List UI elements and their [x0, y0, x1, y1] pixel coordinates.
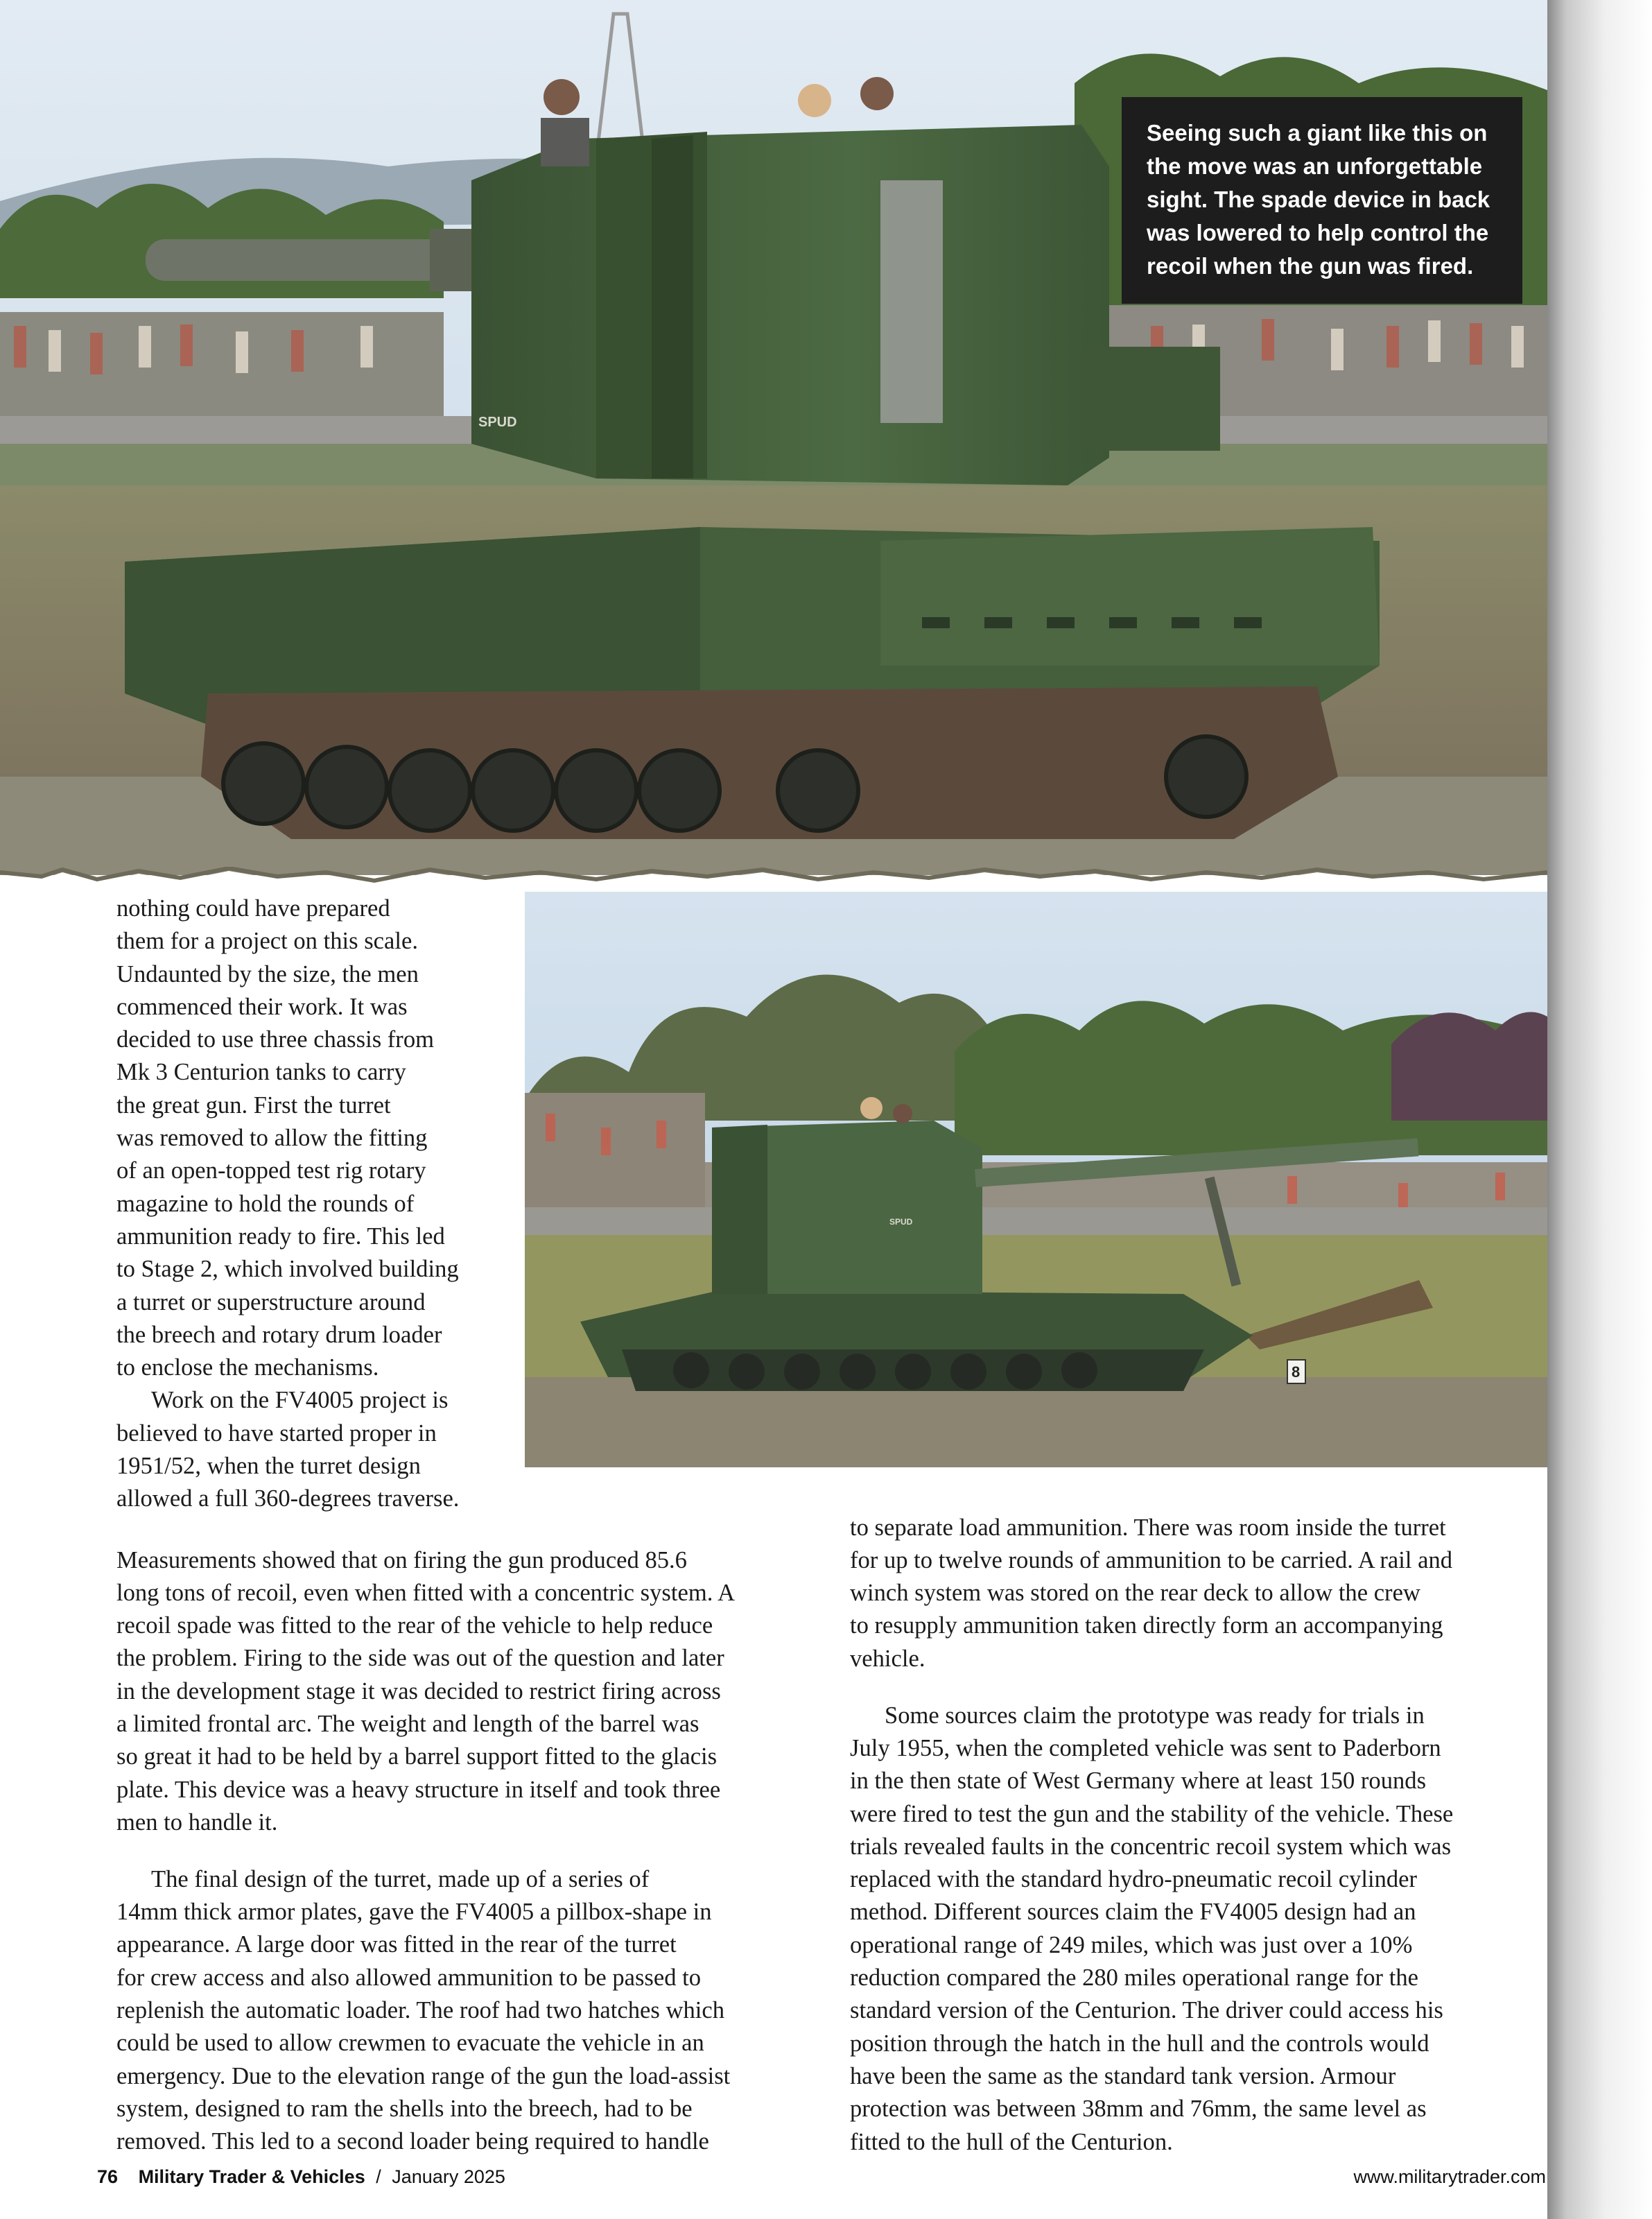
- caption-line: sight. The spade device in back: [1147, 187, 1490, 212]
- caption-line: recoil when the gun was fired.: [1147, 253, 1474, 279]
- text-line: the breech and rotary drum loader: [116, 1321, 442, 1348]
- paragraph: [850, 1512, 1543, 1675]
- text-line: in the development stage it was decided to restrict firing across: [116, 1677, 721, 1704]
- top-photo-marking: SPUD: [478, 415, 517, 430]
- issue-date: January 2025: [392, 2166, 505, 2187]
- text-line: to separate load ammunition. There was room inside the turret: [850, 1514, 1446, 1541]
- text-line: in the then state of West Germany where at least 150 rounds: [850, 1768, 1427, 1795]
- text-line: have been the same as the standard tank version. Armour: [850, 2062, 1396, 2089]
- text-line: standard version of the Centurion. The driver could access his: [850, 1997, 1443, 2024]
- text-line: Work on the FV4005 project is: [151, 1387, 449, 1414]
- paragraph: [116, 892, 509, 1384]
- text-line: 14mm thick armor plates, gave the FV4005 a pillbox-shape in: [116, 1899, 712, 1926]
- text-line: the great gun. First the turret: [116, 1091, 391, 1119]
- text-line: so great it had to be held by a barrel support fitted to the glacis: [116, 1743, 718, 1770]
- page-footer: [97, 2166, 1546, 2197]
- text-line: to Stage 2, which involved building: [116, 1256, 459, 1283]
- text-line: decided to use three chassis from: [116, 1026, 435, 1053]
- text-line: ammunition ready to fire. This led: [116, 1223, 445, 1250]
- text-line: could be used to allow crewmen to evacuate the vehicle in an: [116, 2030, 704, 2057]
- text-line: replenish the automatic loader. The roof had two hatches which: [116, 1997, 724, 2024]
- text-line: the problem. Firing to the side was out of the question and later: [116, 1645, 724, 1672]
- text-line: for crew access and also allowed ammunition to be passed to: [116, 1964, 702, 1991]
- text-line: method. Different sources claim the FV4005 design had an: [850, 1899, 1416, 1926]
- text-line: plate. This device was a heavy structure in itself and took three: [116, 1776, 721, 1803]
- text-line: 1951/52, when the turret design: [116, 1453, 421, 1480]
- text-line: protection was between 38mm and 76mm, the same level as: [850, 2096, 1427, 2123]
- right-text-column: [850, 1487, 1543, 2182]
- text-line: July 1955, when the completed vehicle was sent to Paderborn: [850, 1734, 1441, 1761]
- text-line: were fired to test the gun and the stability of the vehicle. These: [850, 1800, 1454, 1827]
- text-line: Mk 3 Centurion tanks to carry: [116, 1059, 406, 1086]
- narrow-text-column: [116, 892, 509, 1516]
- inline-photo: [525, 892, 1547, 1467]
- text-line: replaced with the standard hydro-pneumatic recoil cylinder: [850, 1866, 1418, 1893]
- inline-photo-marking: SPUD: [889, 1217, 913, 1227]
- text-line: vehicle.: [850, 1645, 925, 1672]
- text-line: allowed a full 360-degrees traverse.: [116, 1485, 460, 1512]
- text-line: position through the hatch in the hull and the controls would: [850, 2030, 1429, 2057]
- text-line: a turret or superstructure around: [116, 1288, 426, 1315]
- footer-separator: /: [376, 2166, 381, 2187]
- text-line: nothing could have prepared: [116, 895, 390, 922]
- text-line: operational range of 249 miles, which was just over a 10%: [850, 1931, 1413, 1958]
- caption-line: the move was an unforgettable: [1147, 153, 1483, 179]
- text-line: Undaunted by the size, the men: [116, 960, 419, 987]
- text-line: for up to twelve rounds of ammunition to be carried. A rail and: [850, 1546, 1453, 1573]
- text-line: believed to have started proper in: [116, 1419, 437, 1447]
- page-gutter: [1547, 0, 1652, 2219]
- text-line: Some sources claim the prototype was ready for trials in: [885, 1702, 1425, 1729]
- left-text-column: [116, 1520, 810, 2182]
- photo-caption: [1122, 97, 1522, 304]
- text-line: of an open-topped test rig rotary: [116, 1157, 426, 1184]
- text-line: was removed to allow the fitting: [116, 1125, 428, 1152]
- text-line: appearance. A large door was fitted in the rear of the turret: [116, 1931, 677, 1958]
- text-line: fitted to the hull of the Centurion.: [850, 2128, 1173, 2155]
- text-line: trials revealed faults in the concentric recoil system which was: [850, 1833, 1452, 1860]
- text-line: to enclose the mechanisms.: [116, 1354, 379, 1381]
- page-number: 76: [97, 2166, 119, 2187]
- text-line: winch system was stored on the rear deck to allow the crew: [850, 1580, 1420, 1607]
- caption-line: was lowered to help control the: [1147, 220, 1489, 245]
- website-link[interactable]: www.militarytrader.com: [1353, 2166, 1546, 2187]
- text-line: men to handle it.: [116, 1808, 278, 1836]
- caption-line: Seeing such a giant like this on: [1147, 120, 1488, 146]
- marker-sign: 8: [1292, 1363, 1301, 1381]
- text-line: to resupply ammunition taken directly form an accompanying: [850, 1612, 1443, 1639]
- text-line: commenced their work. It was: [116, 993, 408, 1020]
- paragraph: [850, 1700, 1543, 2159]
- text-line: recoil spade was fitted to the rear of the vehicle to help reduce: [116, 1612, 713, 1639]
- magazine-title: Military Trader & Vehicles: [138, 2166, 365, 2187]
- inline-photo-illustration: [525, 892, 1547, 1467]
- paragraph: [116, 1863, 810, 2159]
- footer-folio: [97, 2166, 505, 2188]
- torn-edge: [0, 867, 1547, 895]
- text-line: magazine to hold the rounds of: [116, 1190, 415, 1217]
- text-line: emergency. Due to the elevation range of the gun the load-assist: [116, 2062, 731, 2089]
- text-line: reduction compared the 280 miles operational range for the: [850, 1965, 1418, 1992]
- text-line: removed. This led to a second loader being required to handle: [116, 2128, 709, 2155]
- paragraph: [116, 1544, 810, 1840]
- text-line: a limited frontal arc. The weight and length of the barrel was: [116, 1711, 699, 1738]
- text-line: system, designed to ram the shells into the breech, had to be: [116, 2095, 693, 2122]
- text-line: long tons of recoil, even when fitted with a concentric system. A: [116, 1579, 736, 1606]
- text-line: The final design of the turret, made up of a series of: [151, 1865, 650, 1892]
- paragraph: [116, 1384, 509, 1515]
- text-line: them for a project on this scale.: [116, 928, 418, 955]
- text-line: Measurements showed that on firing the gun produced 85.6: [116, 1546, 687, 1573]
